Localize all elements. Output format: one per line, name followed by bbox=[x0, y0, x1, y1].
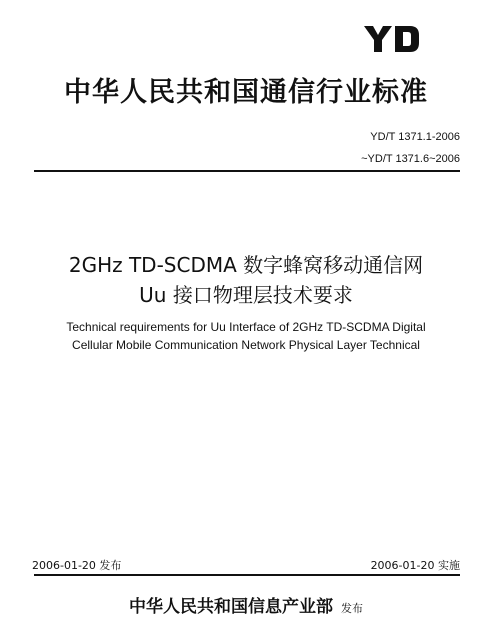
publisher-name: 中华人民共和国信息产业部 bbox=[129, 597, 333, 617]
standard-number-last: ~YD/T 1371.6~2006 bbox=[361, 153, 460, 165]
publish-date: 2006-01-20 发布 bbox=[32, 559, 122, 572]
standard-category-title: 中华人民共和国通信行业标准 bbox=[64, 77, 428, 108]
top-divider bbox=[34, 170, 460, 172]
bottom-divider bbox=[34, 574, 460, 576]
publisher bbox=[0, 592, 492, 617]
document-title-line2: Uu 接口物理层技术要求 bbox=[139, 283, 353, 307]
effective-date: 2006-01-20 实施 bbox=[370, 559, 460, 572]
document-title-line1: 2GHz TD-SCDMA 数字蜂窝移动通信网 bbox=[68, 253, 424, 277]
document-title-english-line1: Technical requirements for Uu Interface of 2GHz TD-SCDMA Digital bbox=[66, 320, 426, 334]
document-title-english bbox=[0, 318, 492, 354]
document-title-english-line2: Cellular Mobile Communication Network Physical Layer Technical bbox=[72, 338, 420, 352]
document-title bbox=[0, 250, 492, 310]
standard-number-first: YD/T 1371.1-2006 bbox=[370, 131, 460, 143]
standard-numbers bbox=[361, 126, 460, 170]
publisher-suffix: 发布 bbox=[341, 602, 363, 615]
yd-logo bbox=[364, 26, 420, 52]
yd-logo-icon bbox=[364, 26, 420, 52]
